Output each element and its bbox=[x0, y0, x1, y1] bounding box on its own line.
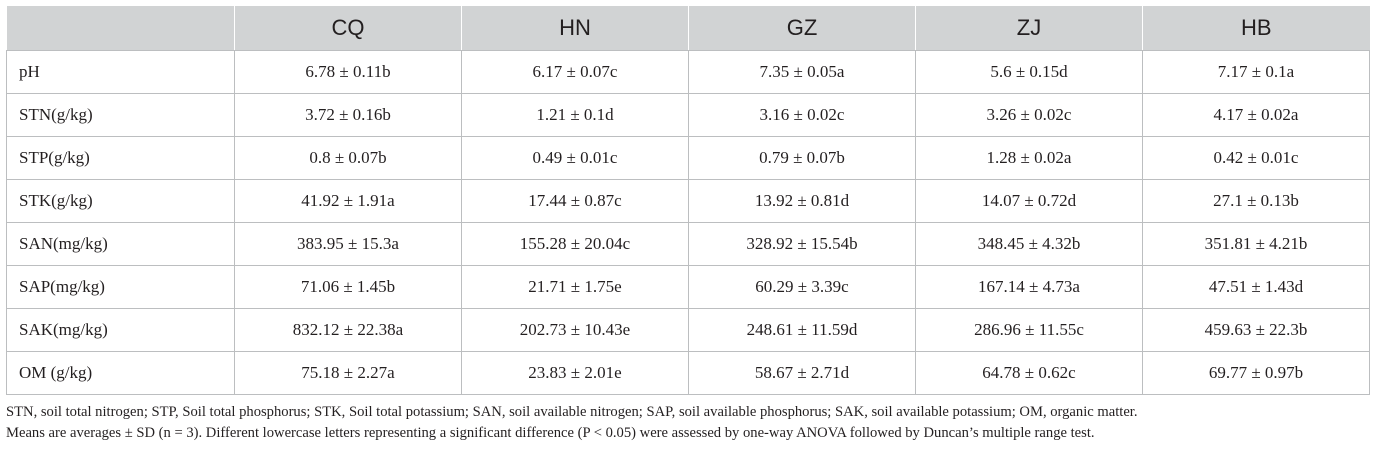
row-label: OM (g/kg) bbox=[7, 352, 235, 395]
table-cell: 7.17 ± 0.1a bbox=[1143, 51, 1370, 94]
table-cell: 27.1 ± 0.13b bbox=[1143, 180, 1370, 223]
table-cell: 13.92 ± 0.81d bbox=[689, 180, 916, 223]
table-row bbox=[7, 309, 1370, 352]
table-cell: 71.06 ± 1.45b bbox=[235, 266, 462, 309]
table-cell: 4.17 ± 0.02a bbox=[1143, 94, 1370, 137]
table-row bbox=[7, 51, 1370, 94]
table-cell: 155.28 ± 20.04c bbox=[462, 223, 689, 266]
table-cell: 6.17 ± 0.07c bbox=[462, 51, 689, 94]
table-cell: 167.14 ± 4.73a bbox=[916, 266, 1143, 309]
table-cell: 3.16 ± 0.02c bbox=[689, 94, 916, 137]
table-header-row bbox=[7, 6, 1370, 51]
table-cell: 383.95 ± 15.3a bbox=[235, 223, 462, 266]
row-label: SAK(mg/kg) bbox=[7, 309, 235, 352]
table-cell: 6.78 ± 0.11b bbox=[235, 51, 462, 94]
row-label: STN(g/kg) bbox=[7, 94, 235, 137]
header-cell-hn: HN bbox=[462, 6, 689, 51]
table-row bbox=[7, 266, 1370, 309]
table-cell: 21.71 ± 1.75e bbox=[462, 266, 689, 309]
table-cell: 58.67 ± 2.71d bbox=[689, 352, 916, 395]
soil-properties-table bbox=[6, 6, 1370, 395]
row-label: STP(g/kg) bbox=[7, 137, 235, 180]
table-cell: 202.73 ± 10.43e bbox=[462, 309, 689, 352]
table-cell: 351.81 ± 4.21b bbox=[1143, 223, 1370, 266]
table-row bbox=[7, 137, 1370, 180]
table-cell: 64.78 ± 0.62c bbox=[916, 352, 1143, 395]
table-footnotes bbox=[6, 402, 1369, 444]
footnote-abbreviations: STN, soil total nitrogen; STP, Soil total phosphorus; STK, Soil total potassium; SAN, soil available nitrogen; SAP, soil available phosphorus; SAK, soil available potassium; OM, organic matter. bbox=[6, 404, 1138, 420]
header-cell-blank bbox=[7, 6, 235, 51]
row-label: pH bbox=[7, 51, 235, 94]
table-row bbox=[7, 223, 1370, 266]
table-cell: 3.26 ± 0.02c bbox=[916, 94, 1143, 137]
header-cell-hb: HB bbox=[1143, 6, 1370, 51]
table-cell: 1.21 ± 0.1d bbox=[462, 94, 689, 137]
table-cell: 248.61 ± 11.59d bbox=[689, 309, 916, 352]
table-cell: 69.77 ± 0.97b bbox=[1143, 352, 1370, 395]
table-cell: 1.28 ± 0.02a bbox=[916, 137, 1143, 180]
header-cell-cq: CQ bbox=[235, 6, 462, 51]
table-cell: 7.35 ± 0.05a bbox=[689, 51, 916, 94]
table-cell: 60.29 ± 3.39c bbox=[689, 266, 916, 309]
table-cell: 23.83 ± 2.01e bbox=[462, 352, 689, 395]
table-cell: 0.79 ± 0.07b bbox=[689, 137, 916, 180]
row-label: STK(g/kg) bbox=[7, 180, 235, 223]
table-cell: 286.96 ± 11.55c bbox=[916, 309, 1143, 352]
table-cell: 328.92 ± 15.54b bbox=[689, 223, 916, 266]
table-cell: 0.49 ± 0.01c bbox=[462, 137, 689, 180]
table-row bbox=[7, 352, 1370, 395]
table-row bbox=[7, 94, 1370, 137]
table-cell: 0.8 ± 0.07b bbox=[235, 137, 462, 180]
table-cell: 14.07 ± 0.72d bbox=[916, 180, 1143, 223]
table-cell: 75.18 ± 2.27a bbox=[235, 352, 462, 395]
table-cell: 832.12 ± 22.38a bbox=[235, 309, 462, 352]
table-cell: 459.63 ± 22.3b bbox=[1143, 309, 1370, 352]
table-row bbox=[7, 180, 1370, 223]
table-cell: 5.6 ± 0.15d bbox=[916, 51, 1143, 94]
header-cell-zj: ZJ bbox=[916, 6, 1143, 51]
table-cell: 0.42 ± 0.01c bbox=[1143, 137, 1370, 180]
table-cell: 41.92 ± 1.91a bbox=[235, 180, 462, 223]
row-label: SAN(mg/kg) bbox=[7, 223, 235, 266]
row-label: SAP(mg/kg) bbox=[7, 266, 235, 309]
footnote-statistics: Means are averages ± SD (n = 3). Different lowercase letters representing a significant difference (P < 0.05) were assessed by one-way ANOVA followed by Duncan’s multiple range test. bbox=[6, 425, 1095, 441]
table-cell: 3.72 ± 0.16b bbox=[235, 94, 462, 137]
table-cell: 47.51 ± 1.43d bbox=[1143, 266, 1370, 309]
table-cell: 17.44 ± 0.87c bbox=[462, 180, 689, 223]
table-figure bbox=[6, 6, 1369, 444]
header-cell-gz: GZ bbox=[689, 6, 916, 51]
table-cell: 348.45 ± 4.32b bbox=[916, 223, 1143, 266]
